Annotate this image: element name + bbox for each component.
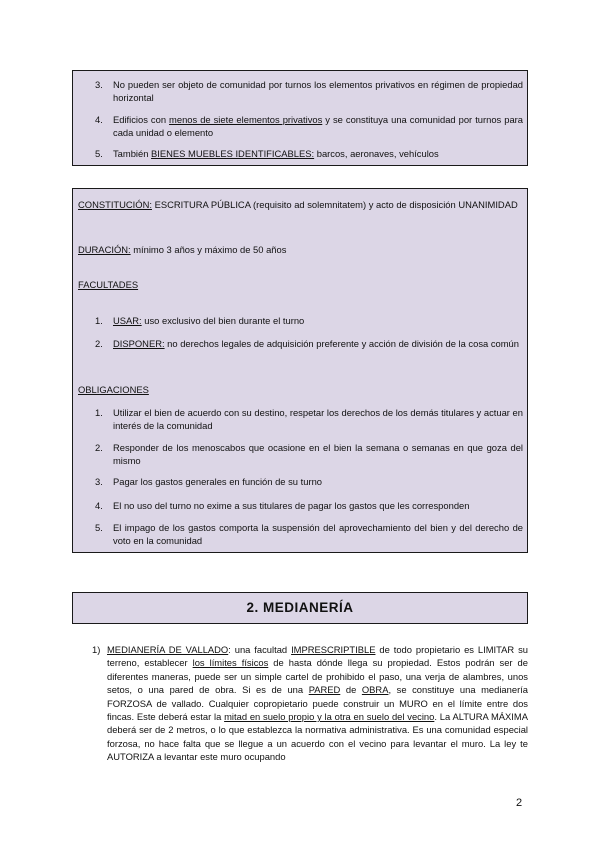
list-item: 1. Utilizar el bien de acuerdo con su destino, respetar los derechos de los demás titulares y actuar en interés de la comunidad bbox=[95, 407, 523, 431]
list-item: 2. DISPONER: no derechos legales de adquisición preferente y acción de división de la cosa común bbox=[95, 338, 519, 349]
list-item: 5. También BIENES MUEBLES IDENTIFICABLES: barcos, aeronaves, vehículos bbox=[95, 148, 439, 159]
list-item: 3. No pueden ser objeto de comunidad por turnos los elementos privativos en régimen de propiedad horizontal bbox=[95, 79, 523, 103]
facultades-heading: FACULTADES bbox=[78, 279, 139, 290]
turnos-list-box bbox=[72, 70, 528, 166]
list-item: 3. Pagar los gastos generales en función de su turno bbox=[95, 476, 322, 487]
obligaciones-heading: OBLIGACIONES bbox=[78, 384, 149, 395]
section-heading: 2. MEDIANERÍA bbox=[246, 599, 354, 615]
constitucion-paragraph: CONSTITUCIÓN: ESCRITURA PÚBLICA (requisito ad solemnitatem) y acto de disposición UNANIMIDAD bbox=[78, 199, 518, 210]
section-heading-box bbox=[72, 592, 528, 624]
duracion-paragraph: DURACIÓN: mínimo 3 años y máximo de 50 años bbox=[78, 244, 287, 255]
regimen-box bbox=[72, 188, 528, 553]
medianeria-paragraph: 1) MEDIANERÍA DE VALLADO: una facultad IMPRESCRIPTIBLE de todo propietario es LIMITAR su terreno, establecer los límites físicos de hasta dónde llega su propiedad. Estos podrán ser de diferentes maneras, puede ser un simple cartel de prohibido el paso, una verja de alambres, unos setos, o una pared de obra. Si es de una PARED de OBRA, se constituye una medianería FORZOSA de vallado. Cualquier copropietario puede construir un MURO en el límite entre dos fincas. Este deberá estar la mitad en suelo propio y la otra en suelo del vecino. La ALTURA MÁXIMA deberá ser de 2 metros, o lo que establezca la normativa administrativa. Es una comunidad especial forzosa, no hace falta que se llegue a un acuerdo con el vecino para levantar el muro. La ley te AUTORIZA a levantar este muro ocupando bbox=[92, 644, 529, 763]
list-item: 2. Responder de los menoscabos que ocasione en el bien la semana o semanas en que goza del mismo bbox=[95, 442, 523, 466]
list-item: 1. USAR: uso exclusivo del bien durante el turno bbox=[95, 315, 305, 326]
list-item: 5. El impago de los gastos comporta la suspensión del aprovechamiento del bien y del derecho de voto en la comunidad bbox=[95, 522, 523, 546]
page-number: 2 bbox=[516, 797, 523, 809]
list-item: 4. Edificios con menos de siete elementos privativos y se constituya una comunidad por turnos para cada unidad o elemento bbox=[95, 114, 524, 138]
list-item: 4. El no uso del turno no exime a sus titulares de pagar los gastos que les corresponden bbox=[95, 500, 470, 511]
